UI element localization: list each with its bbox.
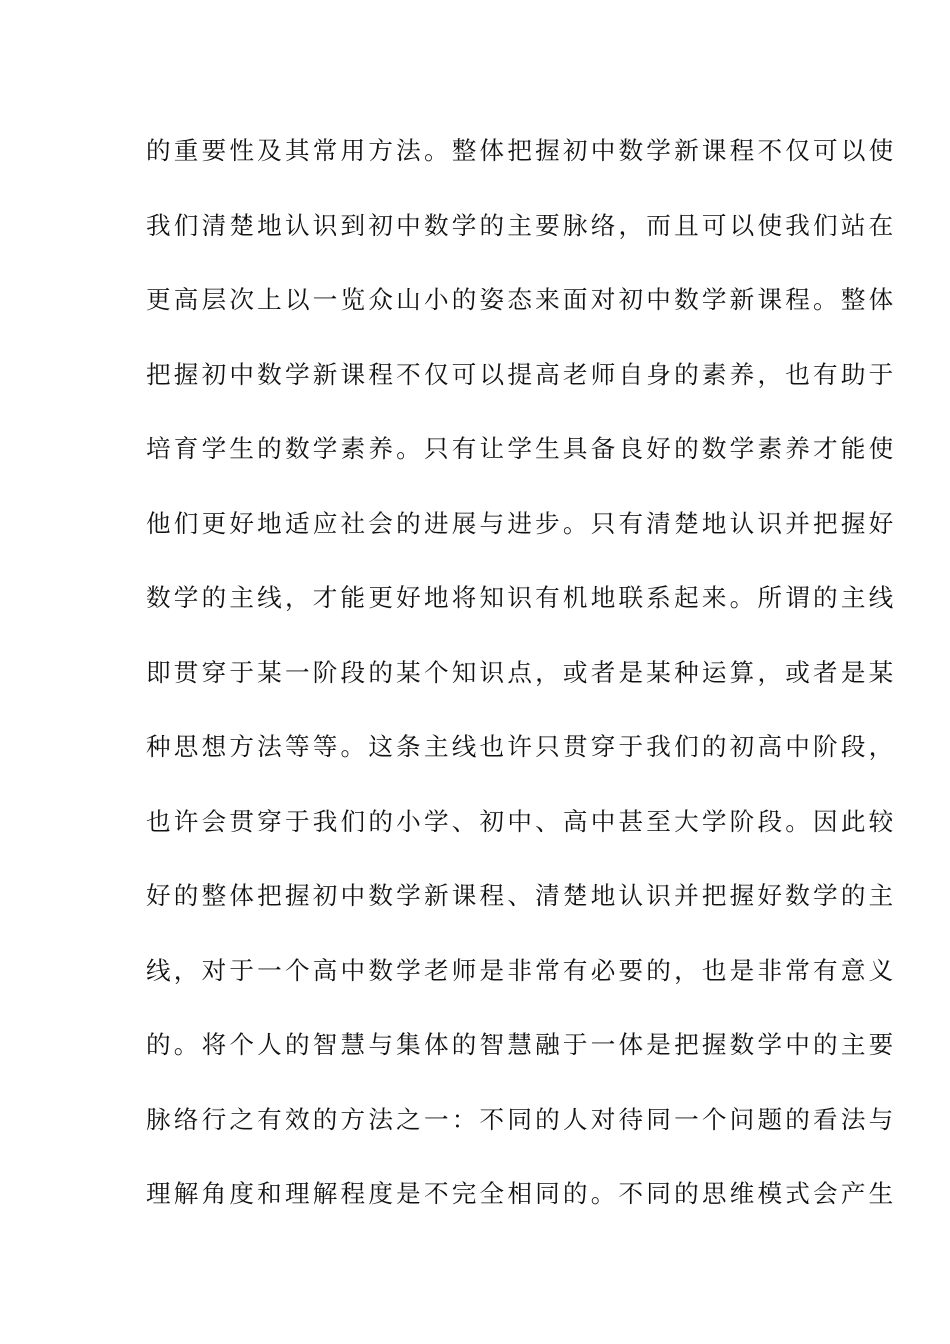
- text-line: 更高层次上以一览众山小的姿态来面对初中数学新课程。整体: [146, 285, 897, 314]
- text-line: 即贯穿于某一阶段的某个知识点，或者是某种运算，或者是某: [146, 657, 897, 687]
- text-line: 我们清楚地认识到初中数学的主要脉络，而且可以使我们站在: [146, 210, 897, 240]
- text-line: 他们更好地适应社会的进展与进步。只有清楚地认识并把握好: [146, 508, 897, 538]
- text-line: 也许会贯穿于我们的小学、初中、高中甚至大学阶段。因此较: [146, 806, 897, 836]
- text-line: 理解角度和理解程度是不完全相同的。不同的思维模式会产生: [146, 1179, 897, 1208]
- text-line: 的重要性及其常用方法。整体把握初中数学新课程不仅可以使: [146, 136, 897, 165]
- text-line: 线，对于一个高中数学老师是非常有必要的，也是非常有意义: [146, 955, 897, 985]
- text-line: 种思想方法等等。这条主线也许只贯穿于我们的初高中阶段，: [146, 732, 897, 761]
- text-line: 好的整体把握初中数学新课程、清楚地认识并把握好数学的主: [146, 881, 897, 910]
- text-line: 培育学生的数学素养。只有让学生具备良好的数学素养才能使: [146, 434, 897, 463]
- text-line: 把握初中数学新课程不仅可以提高老师自身的素养，也有助于: [146, 359, 897, 389]
- text-line: 数学的主线，才能更好地将知识有机地联系起来。所谓的主线: [146, 583, 897, 612]
- text-line: 脉络行之有效的方法之一：不同的人对待同一个问题的看法与: [146, 1104, 897, 1134]
- text-line: 的。将个人的智慧与集体的智慧融于一体是把握数学中的主要: [146, 1030, 897, 1059]
- body-text: [146, 131, 897, 1249]
